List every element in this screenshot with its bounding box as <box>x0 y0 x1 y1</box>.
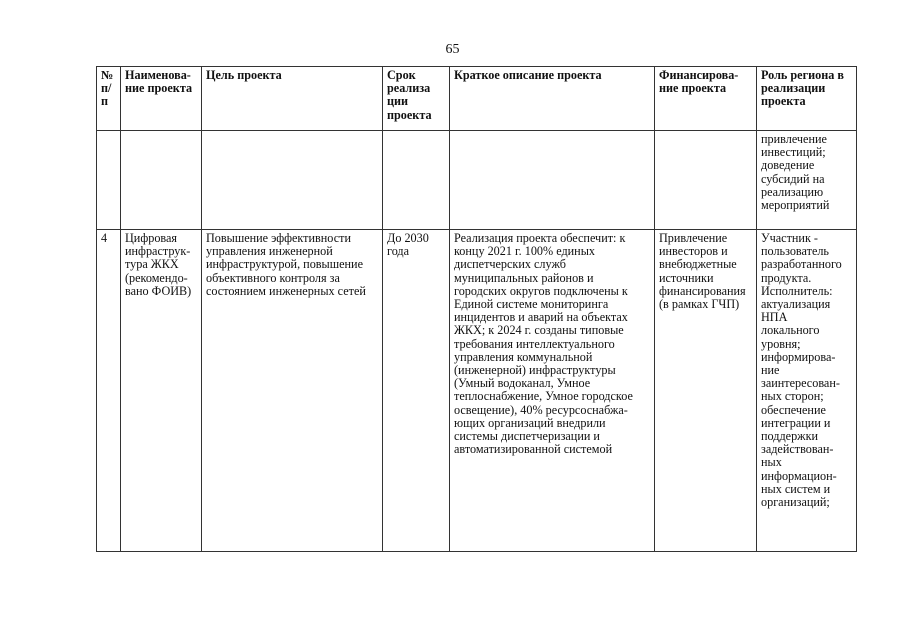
table-header-row <box>97 67 857 131</box>
page-number: 65 <box>445 42 460 57</box>
cell-term <box>383 131 450 230</box>
cell-term: До 2030 года <box>383 230 450 552</box>
cell-description: Реализация проекта обеспечит: к концу 2021 г. 100% единых диспетчерских служб муниципальных районов и городских округов подключены к Единой системе мониторинга инцидентов и аварий на объектах ЖКХ; к 2024 г. созданы типовые требования интеллектуального управления коммунальной (инженерной) инфраструктуры (Умный водоканал, Умное теплоснабжение, Умное городское освещение), 40% ресурсоснабжа- ющих организаций внедрили системы диспетчеризации и автоматизированной системой <box>450 230 655 552</box>
cell-name <box>121 131 202 230</box>
header-name: Наименова- ние проекта <box>121 67 202 131</box>
cell-name: Цифровая инфраструк- тура ЖКХ (рекомендо- вано ФОИВ) <box>121 230 202 552</box>
cell-goal: Повышение эффективности управления инженерной инфраструктурой, повышение объективного контроля за состоянием инженерных сетей <box>202 230 383 552</box>
cell-role: Участник - пользователь разработанного продукта. Исполнитель: актуализация НПА локального уровня; информирова- ние заинтересован- ных сторон; обеспечение интеграции и поддержки задействован- ных информацион- ных систем и организаций; <box>757 230 857 552</box>
header-financing: Финансирова- ние проекта <box>655 67 757 131</box>
cell-financing <box>655 131 757 230</box>
header-num: № п/ п <box>97 67 121 131</box>
cell-num <box>97 131 121 230</box>
header-role: Роль региона в реализации проекта <box>757 67 857 131</box>
cell-role: привлечение инвестиций; доведение субсидий на реализацию мероприятий <box>757 131 857 230</box>
project-table <box>96 66 857 552</box>
cell-goal <box>202 131 383 230</box>
table-row <box>97 230 857 552</box>
table-row-continuation <box>97 131 857 230</box>
cell-description <box>450 131 655 230</box>
header-term: Срок реализа ции проекта <box>383 67 450 131</box>
cell-financing: Привлечение инвесторов и внебюджетные источники финансирования (в рамках ГЧП) <box>655 230 757 552</box>
cell-num: 4 <box>97 230 121 552</box>
header-description: Краткое описание проекта <box>450 67 655 131</box>
header-goal: Цель проекта <box>202 67 383 131</box>
